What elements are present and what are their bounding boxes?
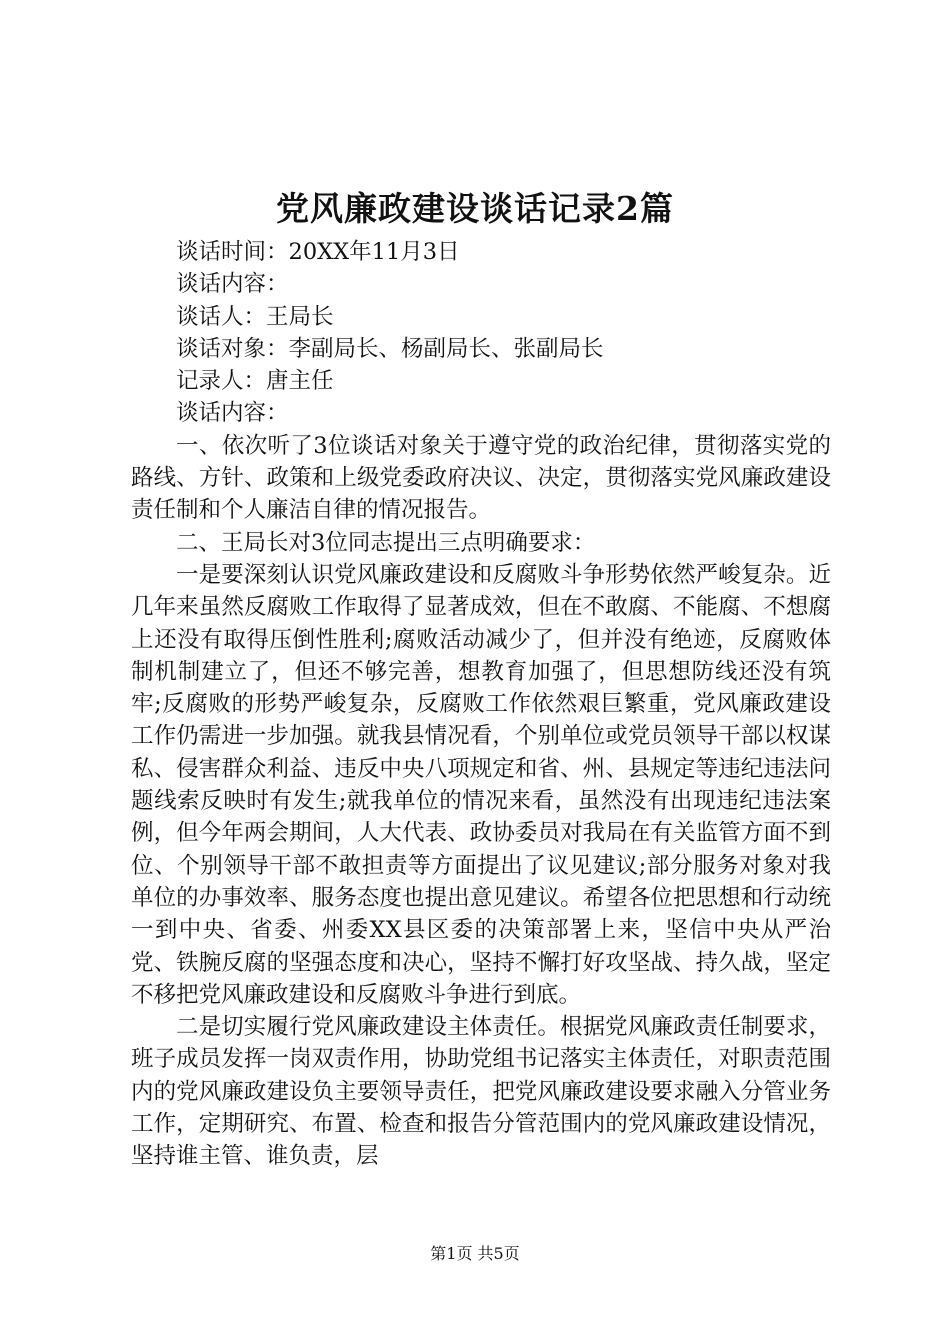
paragraph-talk-time: 谈话时间：20XX年11月3日 [176, 239, 460, 265]
paragraph-section-one: 一、依次听了3位谈话对象关于遵守党的政治纪律，贯彻落实党的路线、方针、政策和上级党委政府决议、决定，贯彻落实党风廉政建设责任制和个人廉洁自律的情况报告。 [131, 432, 831, 524]
paragraph-section-two: 二、王局长对3位同志提出三点明确要求： [176, 529, 596, 556]
paragraph-talk-targets: 谈话对象：李副局长、杨副局长、张副局长 [176, 335, 604, 362]
paragraph-speaker: 谈话人：王局长 [176, 303, 334, 330]
paragraph-requirement-two: 二是切实履行党风廉政建设主体责任。根据党风廉政责任制要求，班子成员发挥一岗双责作用，协助党组书记落实主体责任，对职责范围内的党风廉政建设负主要领导责任，把党风廉政建设要求融入分管业务工作，定期研究、布置、检查和报告分管范围内的党风廉政建设情况，坚持谁主管、谁负责，层 [131, 1014, 831, 1170]
paragraph-requirement-one: 一是要深刻认识党风廉政建设和反腐败斗争形势依然严峻复杂。近几年来虽然反腐败工作取得了显著成效，但在不敢腐、不能腐、不想腐上还没有取得压倒性胜利;腐败活动减少了，但并没有绝迹，反腐败体制机制建立了，但还不够完善，想教育加强了，但思想防线还没有筑牢;反腐败的形势严峻复杂，反腐败工作依然艰巨繁重，党风廉政建设工作仍需进一步加强。就我县情况看，个别单位或党员领导干部以权谋私、侵害群众利益、违反中央八项规定和省、州、县规定等违纪违法问题线索反映时有发生;就我单位的情况来看，虽然没有出现违纪违法案例，但今年两会期间，人大代表、政协委员对我局在有关监管方面不到位、个别领导干部不敢担责等方面提出了议见建议;部分服务对象对我单位的办事效率、服务态度也提出意见建议。希望各位把思想和行动统一到中央、省委、州委XX县区委的决策部署上来，坚信中央从严治党、铁腕反腐的坚强态度和决心，坚持不懈打好攻坚战、持久战，坚定不移把党风廉政建设和反腐败斗争进行到底。 [131, 561, 831, 1008]
page-number-footer: 第1页 共5页 [430, 1244, 520, 1263]
document-body [131, 236, 831, 1173]
paragraph-talk-content-label: 谈话内容： [176, 271, 289, 298]
paragraph-talk-content-label-2: 谈话内容： [176, 400, 289, 427]
document-title: 党风廉政建设谈话记录2篇 [276, 189, 674, 228]
paragraph-recorder: 记录人：唐主任 [176, 368, 334, 395]
